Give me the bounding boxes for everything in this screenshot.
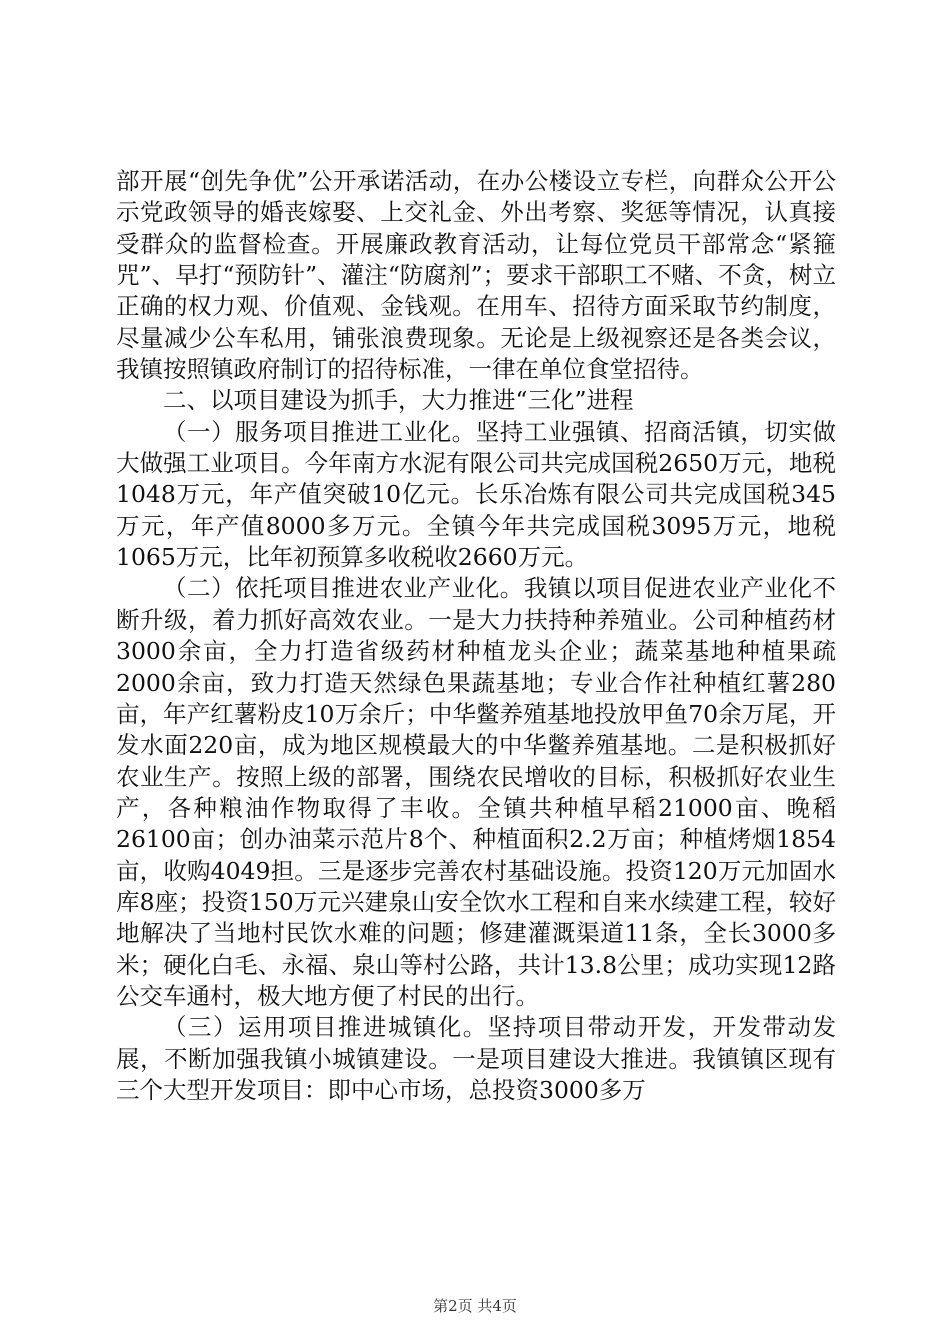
paragraph-industrialization: （一）服务项目推进工业化。坚持工业强镇、招商活镇，切实做大做强工业项目。今年南方水泥有限公司共完成国税2650万元，地税1048万元，年产值突破10亿元。长乐冶炼有限公司共完成国税345万元，年产值8000多万元。全镇今年共完成国税3095万元，地税1065万元，比年初预算多收税收2660万元。 bbox=[116, 417, 836, 572]
page-number-footer: 第2页 共4页 bbox=[433, 1297, 517, 1315]
document-body bbox=[116, 166, 836, 1106]
section-heading: 二、以项目建设为抓手，大力推进“三化”进程 bbox=[163, 386, 634, 415]
paragraph-continuation: 部开展“创先争优”公开承诺活动，在办公楼设立专栏，向群众公开公示党政领导的婚丧嫁娶、上交礼金、外出考察、奖惩等情况，认真接受群众的监督检查。开展廉政教育活动，让每位党员干部常念“紧箍咒”、早打“预防针”、灌注“防腐剂”；要求干部职工不赌、不贪，树立正确的权力观、价值观、金钱观。在用车、招待方面采取节约制度，尽量减少公车私用，铺张浪费现象。无论是上级视察还是各类会议，我镇按照镇政府制订的招待标准，一律在单位食堂招待。 bbox=[116, 167, 836, 384]
paragraph-urbanization: （三）运用项目推进城镇化。坚持项目带动开发，开发带动发展，不断加强我镇小城镇建设。一是项目建设大推进。我镇镇区现有三个大型开发项目：即中心市场，总投资3000多万 bbox=[116, 1013, 836, 1104]
paragraph-agriculture: （二）依托项目推进农业产业化。我镇以项目促进农业产业化不断升级，着力抓好高效农业。一是大力扶持种养殖业。公司种植药材3000余亩，全力打造省级药材种植龙头企业；蔬菜基地种植果疏2000余亩，致力打造天然绿色果蔬基地；专业合作社种植红薯280亩，年产红薯粉皮10万余斤；中华鳖养殖基地投放甲鱼70余万尾，开发水面220亩，成为地区规模最大的中华鳖养殖基地。二是积极抓好农业生产。按照上级的部署，围绕农民增收的目标，积极抓好农业生产，各种粮油作物取得了丰收。全镇共种植早稻21000亩、晚稻26100亩；创办油菜示范片8个、种植面积2.2万亩；种植烤烟1854亩，收购4049担。三是逐步完善农村基础设施。投资120万元加固水库8座；投资150万元兴建泉山安全饮水工程和自来水续建工程，较好地解决了当地村民饮水难的问题；修建灌溉渠道11条，全长3000多米；硬化白毛、永福、泉山等村公路，共计13.8公里；成功实现12路公交车通村，极大地方便了村民的出行。 bbox=[116, 574, 836, 1010]
